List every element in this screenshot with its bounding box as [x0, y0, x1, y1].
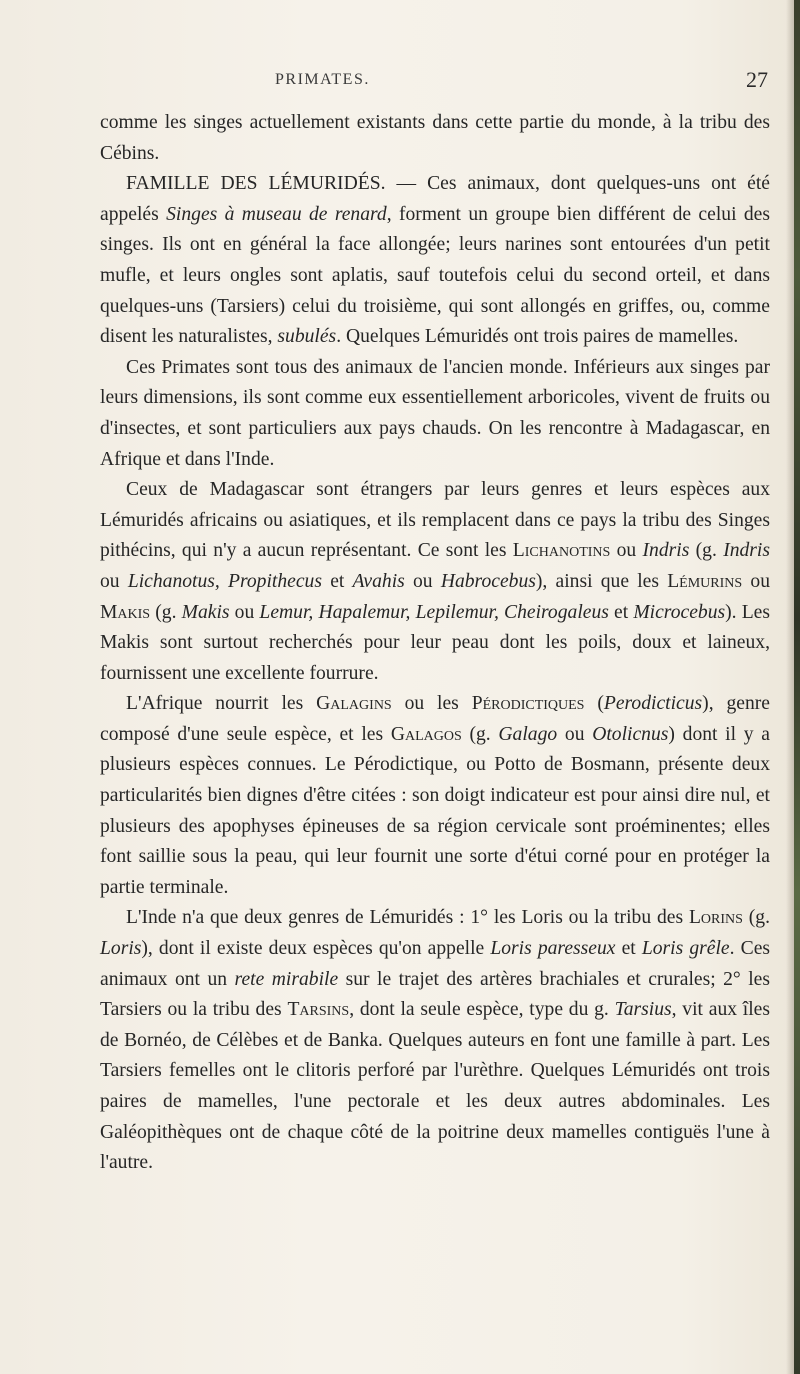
- text-run: . Quelques Lémuridés ont trois paires de mamelles.: [336, 326, 739, 348]
- italic-term: Lichanotus, Propithecus: [127, 570, 322, 592]
- text-run: . Ces animaux ont un: [100, 938, 771, 990]
- paragraph: [100, 353, 770, 475]
- text-run: ou: [229, 601, 260, 623]
- small-caps-term: Lorins: [688, 907, 743, 929]
- running-title: PRIMATES.: [275, 71, 370, 88]
- text-run: FAMILLE DES LÉMURIDÉS. — Ces animaux, dont quelques-uns ont été appelés: [100, 173, 770, 225]
- small-caps-term: Lichanotins: [512, 540, 611, 562]
- text-run: , dont la seule espèce, type du g.: [349, 999, 615, 1021]
- italic-term: Galago: [498, 723, 558, 745]
- paragraph: [100, 108, 770, 169]
- text-run: ou: [100, 570, 128, 592]
- text-run: ), genre composé d'une seule espèce, et les: [100, 693, 770, 745]
- text-run: ou: [610, 540, 643, 562]
- text-run: (: [584, 693, 604, 715]
- book-edge-strip: [794, 0, 800, 1374]
- italic-term: Loris paresseux: [490, 938, 616, 960]
- text-run: (g.: [742, 907, 770, 929]
- text-run: , vit aux îles de Bornéo, de Célèbes et de Banka. Quelques auteurs en font une famille à part. Les Tarsiers femelles ont le clitoris perforé par l'urèthre. Quelques Lémuridés ont trois paires de mamelles, l'une pectorale et les deux autres abdominales. Les Galéopithèques ont de chaque côté de la poitrine deux mamelles contiguës l'une à l'autre.: [100, 999, 771, 1174]
- paragraph: [100, 689, 770, 903]
- text-run: ), ainsi que les: [535, 570, 668, 592]
- italic-term: Loris grêle: [641, 938, 730, 960]
- paragraph: [100, 475, 770, 689]
- text-run: Ceux de Madagascar sont étrangers par leurs genres et leurs espèces aux Lémuridés africains ou asiatiques, et ils remplacent dans ce pays la tribu des Singes pithécins, qui n'y a aucun représentant. Ce sont les: [100, 479, 770, 562]
- small-caps-term: Galagos: [390, 723, 462, 745]
- text-run: comme les singes actuellement existants dans cette partie du monde, à la tribu des Cébins.: [100, 112, 770, 164]
- text-run: ou: [557, 723, 593, 745]
- small-caps-term: Makis: [100, 601, 151, 623]
- small-caps-term: Pérodictiques: [471, 693, 585, 715]
- italic-term: Tarsius: [614, 999, 672, 1021]
- text-run: ), dont il existe deux espèces qu'on appelle: [141, 938, 491, 960]
- italic-term: Indris: [723, 540, 771, 562]
- text-run: et: [615, 938, 642, 960]
- italic-term: Otolicnus: [592, 723, 669, 745]
- page-number: 27: [746, 67, 768, 92]
- italic-term: Loris: [100, 938, 142, 960]
- text-run: L'Afrique nourrit les: [126, 693, 317, 715]
- italic-term: Singes à museau de renard: [166, 203, 387, 225]
- text-run: ou les: [391, 693, 472, 715]
- small-caps-term: Tarsins: [287, 999, 350, 1021]
- italic-term: subulés: [277, 326, 337, 348]
- page-header: [100, 67, 768, 101]
- text-run: ) dont il y a plusieurs espèces connues. Le Pérodictique, ou Potto de Bosmann, présente deux particularités bien dignes d'être citées : son doigt indicateur est pour ainsi dire nul, et plusieurs des apophyses épineuses de sa région cervicale sont proéminentes; elles font saillie sous la peau, qui leur fournit une sorte d'étui corné pour en protéger la partie terminale.: [100, 723, 770, 898]
- paragraph: [100, 903, 770, 1178]
- text-run: L'Inde n'a que deux genres de Lémuridés : 1° les Loris ou la tribu des: [126, 907, 689, 929]
- italic-term: Makis: [181, 601, 230, 623]
- text-run: , forment un groupe bien différent de celui des singes. Ils ont en général la face allongée; leurs narines sont entourées d'un petit mufle, et leurs ongles sont aplatis, sauf toutefois celui du second orteil, et dans quelques-uns (Tarsiers) celui du troisième, qui sont allongés en griffes, ou, comme disent les naturalistes,: [100, 203, 770, 348]
- small-caps-term: Galagins: [316, 693, 392, 715]
- text-run: (g.: [689, 540, 724, 562]
- italic-term: Lemur, Hapalemur, Lepilemur, Cheirogaleus: [259, 601, 609, 623]
- italic-term: rete mirabile: [234, 968, 339, 990]
- text-run: (g.: [461, 723, 499, 745]
- text-run: Ces Primates sont tous des animaux de l'ancien monde. Inférieurs aux singes par leurs dimensions, ils sont comme eux essentiellement arboricoles, vivent de fruits ou d'insectes, et sont particuliers aux pays chauds. On les rencontre à Madagascar, en Afrique et dans l'Inde.: [100, 356, 770, 470]
- text-run: ). Les Makis sont surtout recherchés pour leur peau dont les poils, doux et laineux, fournissent une excellente fourrure.: [100, 601, 770, 684]
- text-run: et: [321, 570, 353, 592]
- text-run: ou: [404, 570, 441, 592]
- small-caps-term: Lémurins: [667, 570, 743, 592]
- italic-term: Habrocebus: [440, 570, 536, 592]
- text-run: ou: [742, 570, 770, 592]
- text-run: et: [608, 601, 634, 623]
- body-text: [100, 108, 770, 1179]
- text-run: (g.: [150, 601, 182, 623]
- italic-term: Microcebus: [633, 601, 726, 623]
- italic-term: Perodicticus: [603, 693, 703, 715]
- paragraph: [100, 169, 770, 353]
- italic-term: Avahis: [352, 570, 405, 592]
- text-run: sur le trajet des artères brachiales et crurales; 2° les Tarsiers ou la tribu des: [100, 968, 771, 1021]
- italic-term: Indris: [642, 540, 690, 562]
